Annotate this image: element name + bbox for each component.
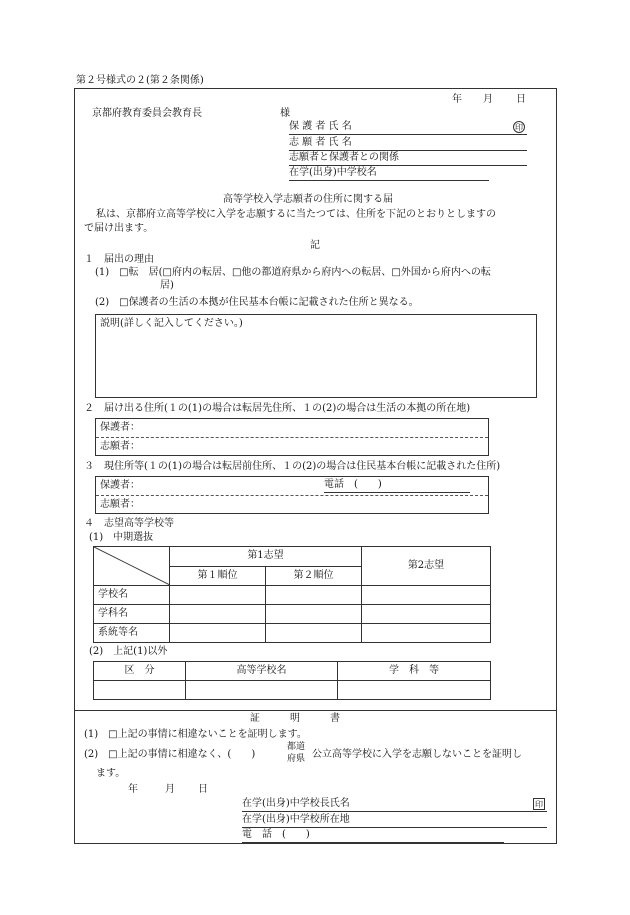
page-title: 高等学校入学志願者の住所に関する届 (223, 194, 393, 205)
section1-item2: (2) □保護者の生活の本拠が住民基本台帳に記載された住所と異なる。 (95, 297, 419, 308)
section1-heading: １ 届出の理由 (84, 254, 154, 265)
intro-line-2: で届け出ます。 (84, 223, 154, 234)
section1-item1: (1) □転 居(□府内の転居、□他の都道府県から府内への転居、□外国から府内への転 (95, 267, 491, 278)
row-label-department: 学科名 (94, 605, 170, 624)
choice-table (93, 546, 491, 643)
diagonal-line (94, 547, 170, 585)
header-category: 区 分 (94, 662, 186, 681)
cert-date-day: 日 (198, 784, 208, 795)
section3-address-box[interactable] (95, 476, 489, 514)
section1-item1-cont: 居) (160, 280, 174, 291)
certificate-item2-b: 公立高等学校に入学を志願しないことを証明し (312, 749, 522, 760)
certificate-item2-a: (2) □上記の事情に相違なく、( ) (84, 749, 256, 760)
relationship-label: 志願者と保護者との関係 (289, 152, 399, 163)
guardian-name-label: 保 護 者 氏 名 (289, 121, 352, 132)
table-row (94, 586, 491, 605)
explanation-label: 説明(詳しく記入してください。) (100, 318, 243, 329)
row-label-track: 系統等名 (94, 624, 170, 643)
input-cell[interactable] (170, 605, 266, 624)
section3-guardian-label: 保護者： (100, 480, 140, 491)
prefecture-todo: 都道 (287, 742, 306, 752)
school-address-field[interactable] (242, 814, 547, 828)
addressee: 京都府教育委員会教育長 (92, 108, 202, 119)
section4-heading: ４ 志望高等学校等 (84, 518, 174, 529)
principal-name-field[interactable] (242, 798, 547, 812)
header-school-name: 高等学校名 (186, 662, 338, 681)
junior-high-field[interactable] (289, 167, 489, 181)
input-cell[interactable] (362, 586, 491, 605)
header-department: 学 科 等 (338, 662, 491, 681)
input-cell[interactable] (266, 586, 362, 605)
certificate-item2-c: ます。 (96, 768, 126, 779)
seal-mark: 印 (515, 123, 523, 132)
input-cell[interactable] (170, 624, 266, 643)
intro-line-1: 私は、京都府立高等学校に入学を志願するに当たつては、住所を下記のとおりとしますの (96, 209, 496, 220)
date-year: 年 (452, 94, 462, 105)
section4-sub2: (2) 上記(1)以外 (89, 646, 168, 657)
guardian-name-field[interactable] (289, 121, 527, 135)
first-choice-header: 第1志望 (170, 547, 362, 567)
principal-name-label: 在学(出身)中学校長氏名 (242, 798, 350, 809)
input-cell[interactable] (266, 624, 362, 643)
section4-sub1: (1) 中期選抜 (89, 532, 154, 543)
form-number: 第２号様式の２(第２条関係) (76, 75, 204, 86)
other-table (93, 661, 491, 700)
certificate-item1: (1) □上記の事情に相違ないことを証明します。 (84, 729, 307, 740)
rank2-header: 第２順位 (266, 566, 362, 586)
applicant-name-field[interactable] (289, 137, 527, 151)
section2-guardian-label: 保護者： (100, 422, 140, 433)
input-cell[interactable] (94, 681, 186, 700)
input-cell[interactable] (362, 624, 491, 643)
section3-phone-field[interactable] (324, 479, 470, 493)
row-label-school: 学校名 (94, 586, 170, 605)
input-cell[interactable] (338, 681, 491, 700)
relationship-field[interactable] (289, 152, 527, 166)
cert-date-year: 年 (128, 784, 138, 795)
honorific: 様 (280, 108, 290, 119)
input-cell[interactable] (170, 586, 266, 605)
school-phone-label: 電 話 ( ) (242, 829, 310, 840)
section2-heading: ２ 届け出る住所(１の(1)の場合は転居先住所、１の(2)の場合は生活の本拠の所在地) (84, 403, 471, 414)
section2-applicant-label: 志願者： (100, 441, 140, 452)
section3-phone-label: 電話 ( ) (324, 479, 382, 490)
input-cell[interactable] (266, 605, 362, 624)
explanation-box[interactable] (95, 314, 537, 398)
table-row (94, 681, 491, 700)
date-month: 月 (483, 94, 493, 105)
diagonal-cell (94, 547, 170, 586)
prefecture-fuken: 府県 (287, 753, 306, 764)
cert-date-month: 月 (165, 784, 175, 795)
section3-heading: ３ 現住所等(１の(1)の場合は転居前住所、１の(2)の場合は住民基本台帳に記載された住所) (84, 461, 501, 472)
square-seal-mark: 印 (535, 800, 543, 809)
input-cell[interactable] (186, 681, 338, 700)
certificate-prefecture (287, 742, 305, 765)
section3-applicant-label: 志願者： (100, 499, 140, 510)
input-cell[interactable] (362, 605, 491, 624)
junior-high-label: 在学(出身)中学校名 (289, 167, 377, 178)
rank1-header: 第１順位 (170, 566, 266, 586)
ki-label: 記 (310, 240, 320, 251)
applicant-name-label: 志 願 者 氏 名 (289, 137, 352, 148)
certificate-divider (74, 710, 557, 711)
date-day: 日 (516, 94, 526, 105)
certificate-title: 証 明 書 (250, 713, 340, 724)
second-choice-header: 第2志望 (362, 547, 491, 586)
section2-address-box[interactable] (95, 418, 489, 456)
section2-divider (96, 437, 488, 438)
school-address-label: 在学(出身)中学校所在地 (242, 814, 350, 825)
table-row (94, 605, 491, 624)
school-phone-field[interactable] (242, 829, 504, 843)
section3-divider (96, 495, 488, 496)
table-row (94, 624, 491, 643)
